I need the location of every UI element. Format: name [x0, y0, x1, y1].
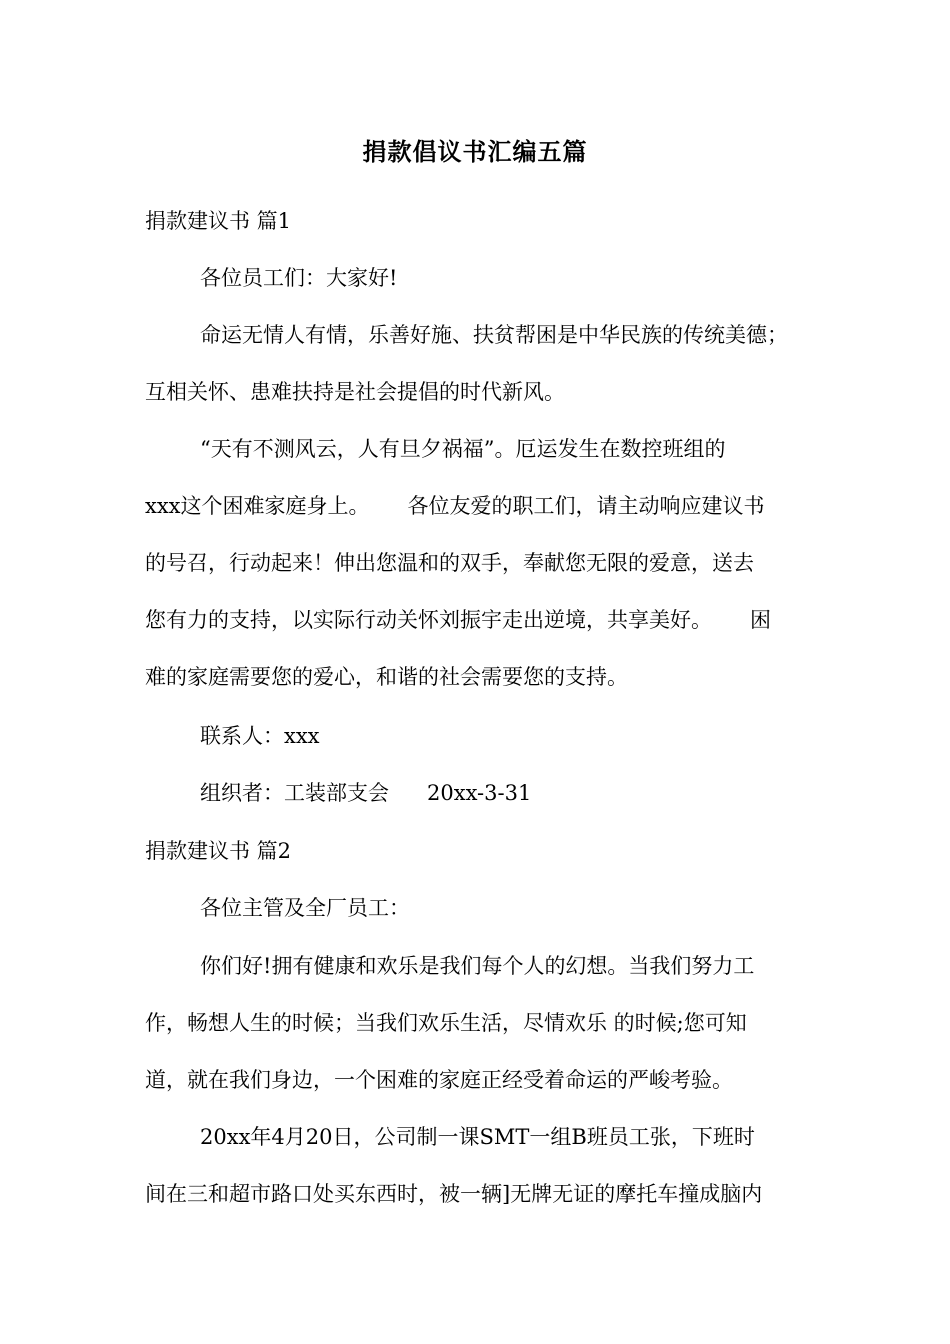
paragraph-line: 间在三和超市路口处买东西时，被一辆]无牌无证的摩托车撞成脑内 [145, 1182, 763, 1206]
paragraph-line: 的号召，行动起来！伸出您温和的双手，奉献您无限的爱意，送去 [145, 551, 754, 575]
greeting-1: 各位员工们：大家好! [200, 266, 398, 290]
paragraph-segment: 各位友爱的职工们，请主动响应建议书 [407, 494, 765, 518]
paragraph-line: 20xx年4月20日，公司制一课SMT一组B班员工张，下班时 [200, 1125, 755, 1149]
organizer-name: 组织者：工装部支会 [200, 781, 389, 805]
section-heading-2: 捐款建议书 篇2 [145, 839, 292, 863]
paragraph-line: 道，就在我们身边，一个困难的家庭正经受着命运的严峻考验。 [145, 1068, 733, 1092]
date-text: 20xx-3-31 [427, 781, 532, 805]
document-title: 捐款倡议书汇编五篇 [362, 137, 588, 166]
paragraph-line: 互相关怀、患难扶持是社会提倡的时代新风。 [145, 380, 565, 404]
paragraph-segment: 您有力的支持，以实际行动关怀刘振宇走出逆境，共享美好。 [145, 608, 712, 632]
paragraph-line [0, 605, 950, 635]
greeting-2: 各位主管及全厂员工： [200, 896, 410, 920]
section-heading-1: 捐款建议书 篇1 [145, 209, 292, 233]
organizer-line [0, 778, 950, 808]
paragraph-line [0, 491, 950, 521]
paragraph-line: 难的家庭需要您的爱心，和谐的社会需要您的支持。 [145, 665, 628, 689]
paragraph-segment: xxx这个困难家庭身上。 [145, 494, 370, 518]
paragraph-segment: 困 [750, 608, 771, 632]
paragraph-line: 作，畅想人生的时候；当我们欢乐生活，尽情欢乐 的时候;您可知 [145, 1011, 747, 1035]
paragraph-line: “天有不测风云，人有旦夕祸福”。厄运发生在数控班组的 [200, 437, 726, 461]
contact-line: 联系人：xxx [200, 724, 320, 748]
paragraph-line: 你们好!拥有健康和欢乐是我们每个人的幻想。当我们努力工 [200, 954, 755, 978]
paragraph-line: 命运无情人有情，乐善好施、扶贫帮困是中华民族的传统美德； [200, 323, 788, 347]
